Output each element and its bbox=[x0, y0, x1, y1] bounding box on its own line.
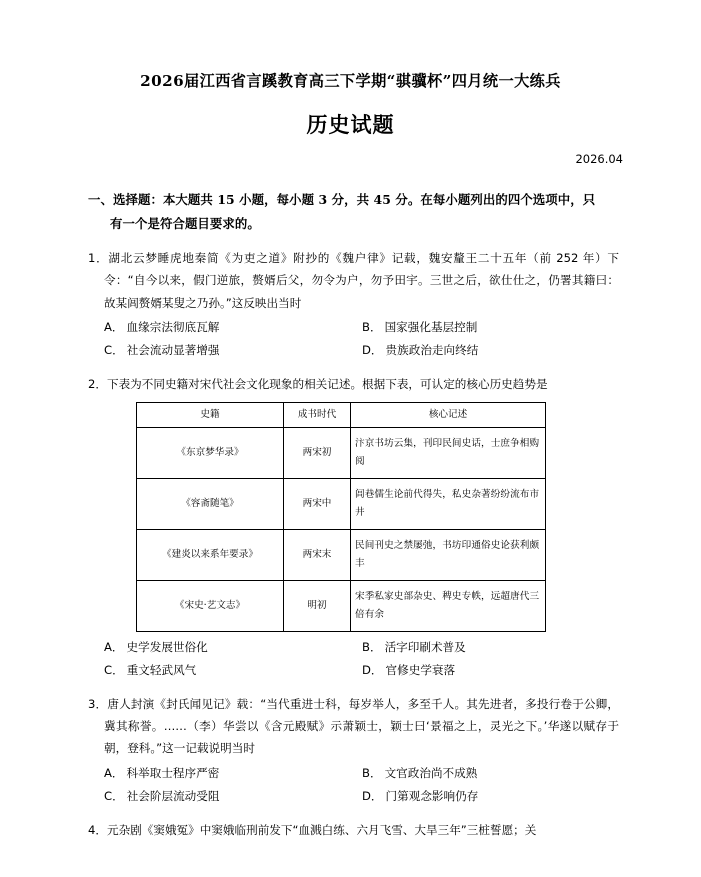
cell-era: 明初 bbox=[284, 581, 351, 632]
table-row bbox=[137, 530, 546, 581]
table-head bbox=[137, 403, 546, 428]
question-3-options-row-1 bbox=[104, 762, 619, 785]
exam-body bbox=[88, 188, 619, 841]
option-text: 活字印刷术普及 bbox=[384, 640, 466, 655]
question-3-option-c[interactable] bbox=[104, 785, 362, 808]
table-header-era: 成书时代 bbox=[284, 403, 351, 428]
question-3-number: 3． bbox=[88, 696, 108, 711]
section-heading-line2: 有一个是符合题目要求的。 bbox=[110, 215, 260, 231]
table-header-source: 史籍 bbox=[137, 403, 284, 428]
question-3-option-b[interactable] bbox=[362, 762, 477, 785]
question-2-option-d[interactable] bbox=[362, 659, 455, 682]
question-2-options bbox=[88, 636, 619, 682]
document-header bbox=[0, 0, 701, 166]
option-letter: C． bbox=[104, 788, 124, 803]
question-1-option-a[interactable] bbox=[104, 316, 362, 339]
question-1-stem: 湖北云梦睡虎地秦简《为吏之道》附抄的《魏户律》记载，魏安釐王二十五年（前 252 年）下令：“自今以来，假门逆旅，赘婿后父，勿令为户，勿予田宇。三世之后，欲仕仕之，仍署其籍曰：故某闾赘婿某叟之乃孙。”这反映出当时 bbox=[104, 251, 619, 310]
exam-date: 2026.04 bbox=[575, 151, 623, 166]
option-text: 贵族政治走向终结 bbox=[385, 342, 479, 357]
option-text: 史学发展世俗化 bbox=[126, 640, 208, 655]
cell-description: 汴京书坊云集，刊印民间史话，士庶争相购阅 bbox=[351, 428, 546, 479]
cell-description: 闾巷儒生论前代得失，私史杂著纷纷流布市井 bbox=[351, 479, 546, 530]
option-letter: C． bbox=[104, 342, 124, 357]
table-header-row bbox=[137, 403, 546, 428]
option-letter: B． bbox=[362, 319, 382, 334]
cell-era: 两宋初 bbox=[284, 428, 351, 479]
question-2-option-b[interactable] bbox=[362, 636, 466, 659]
question-2-options-row-2 bbox=[104, 659, 619, 682]
question-3-option-d[interactable] bbox=[362, 785, 478, 808]
question-3 bbox=[88, 693, 619, 760]
option-letter: A． bbox=[104, 319, 124, 334]
option-text: 社会流动显著增强 bbox=[126, 342, 220, 357]
subject-title: 历史试题 bbox=[306, 111, 395, 137]
option-letter: A． bbox=[104, 640, 124, 655]
question-1-body bbox=[88, 247, 619, 314]
question-3-options bbox=[88, 762, 619, 808]
question-2-option-a[interactable] bbox=[104, 636, 362, 659]
option-text: 科举取士程序严密 bbox=[126, 765, 220, 780]
table-row bbox=[137, 479, 546, 530]
question-1-options-row-2 bbox=[104, 339, 619, 362]
option-text: 血缘宗法彻底瓦解 bbox=[126, 319, 220, 334]
question-1-options-row-1 bbox=[104, 316, 619, 339]
exam-title: 2026届江西省言蹊教育高三下学期“骐骥杯”四月统一大练兵 bbox=[140, 72, 561, 90]
cell-source: 《建炎以来系年要录》 bbox=[137, 530, 284, 581]
question-1 bbox=[88, 247, 619, 314]
question-4-number: 4． bbox=[88, 822, 107, 837]
question-1-option-c[interactable] bbox=[104, 339, 362, 362]
question-1-options bbox=[88, 316, 619, 362]
table-header-description: 核心记述 bbox=[351, 403, 546, 428]
cell-description: 民间刊史之禁屡弛，书坊印通俗史论获利颇丰 bbox=[351, 530, 546, 581]
option-letter: B． bbox=[362, 640, 382, 655]
question-2 bbox=[88, 373, 619, 395]
question-4-stem: 元杂剧《窦娥冤》中窦娥临刑前发下“血溅白练、六月飞雪、大旱三年”三桩誓愿；关 bbox=[106, 822, 537, 837]
question-1-option-b[interactable] bbox=[362, 316, 477, 339]
question-2-stem: 下表为不同史籍对宋代社会文化现象的相关记述。根据下表，可认定的核心历史趋势是 bbox=[106, 376, 548, 391]
table-row bbox=[137, 581, 546, 632]
question-2-body bbox=[88, 373, 619, 395]
question-2-number: 2． bbox=[88, 376, 107, 391]
option-letter: D． bbox=[362, 662, 383, 677]
table-row bbox=[137, 428, 546, 479]
table-body bbox=[137, 428, 546, 632]
cell-era: 两宋中 bbox=[284, 479, 351, 530]
question-4-body bbox=[88, 819, 619, 841]
cell-era: 两宋末 bbox=[284, 530, 351, 581]
cell-description: 宋季私家史部杂史、稗史专帙，远超唐代三倍有余 bbox=[351, 581, 546, 632]
option-letter: A． bbox=[104, 765, 124, 780]
question-3-options-row-2 bbox=[104, 785, 619, 808]
option-text: 文官政治尚不成熟 bbox=[384, 765, 478, 780]
cell-source: 《宋史·艺文志》 bbox=[137, 581, 284, 632]
question-2-option-c[interactable] bbox=[104, 659, 362, 682]
option-letter: B． bbox=[362, 765, 382, 780]
option-letter: D． bbox=[362, 342, 383, 357]
cell-source: 《容斋随笔》 bbox=[137, 479, 284, 530]
cell-source: 《东京梦华录》 bbox=[137, 428, 284, 479]
question-4 bbox=[88, 819, 619, 841]
question-1-number: 1． bbox=[88, 251, 109, 266]
question-3-stem: 唐人封演《封氏闻见记》载：“当代重进士科，每岁举人，多至千人。其先进者，多投行卷于公卿，冀其称誉。……（李）华尝以《含元殿赋》示萧颖士，颖士曰‘景福之上，灵光之下。’华遂以赋存于朝，登科。”这一记载说明当时 bbox=[104, 696, 619, 756]
option-letter: D． bbox=[362, 788, 383, 803]
section-one-heading bbox=[88, 188, 619, 236]
question-3-body bbox=[88, 693, 619, 760]
option-text: 重文轻武风气 bbox=[126, 662, 197, 677]
option-letter: C． bbox=[104, 662, 124, 677]
question-2-table bbox=[136, 402, 546, 632]
option-text: 门第观念影响仍存 bbox=[385, 788, 479, 803]
question-3-option-a[interactable] bbox=[104, 762, 362, 785]
option-text: 国家强化基层控制 bbox=[384, 319, 478, 334]
option-text: 社会阶层流动受阻 bbox=[126, 788, 220, 803]
question-2-options-row-1 bbox=[104, 636, 619, 659]
question-1-option-d[interactable] bbox=[362, 339, 478, 362]
section-heading-line1: 一、选择题：本大题共 15 小题，每小题 3 分，共 45 分。在每小题列出的四个选项中，只 bbox=[88, 191, 596, 207]
option-text: 官修史学衰落 bbox=[385, 662, 456, 677]
